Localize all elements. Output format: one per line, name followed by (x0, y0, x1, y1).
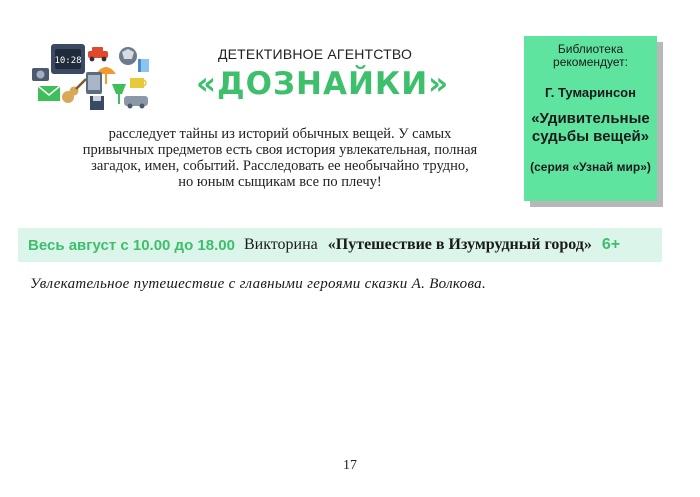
ball-icon (119, 47, 137, 65)
intro-line: загадок, имен, событий. Расследовать ее необычайно трудно, (91, 158, 469, 174)
envelope-icon (38, 86, 60, 101)
camera-icon (32, 68, 49, 81)
intro-line: но юным сыщикам все по плечу! (178, 174, 382, 190)
event-time: Весь август с 10.00 до 18.00 (28, 236, 235, 254)
event-title: «Путешествие в Изумрудный город» (327, 236, 592, 253)
age-rating-badge: 6+ (601, 236, 621, 253)
book-title-line: судьбы вещей» (531, 128, 650, 145)
book-title-line: «Удивительные (531, 110, 650, 127)
event-kind: Викторина (243, 236, 318, 253)
event-description: Увлекательное путешествие с главными героями сказки А. Волкова. (30, 276, 487, 292)
recommendation-label-2: рекомендует: (553, 55, 628, 69)
book-title (524, 110, 657, 146)
car-icon (88, 47, 108, 61)
lamp-icon (112, 84, 126, 104)
phone-icon (124, 96, 148, 109)
objects-collage (28, 42, 154, 112)
clock-icon (51, 44, 85, 74)
guitar-icon (62, 79, 86, 103)
intro-line: расследует тайны из историй обычных вещей. У самых (108, 126, 452, 142)
book-author: Г. Тумаринсон (545, 85, 636, 100)
book-series: (серия «Узнай мир») (530, 160, 651, 174)
floppy-icon (90, 96, 104, 110)
event-banner (18, 228, 662, 262)
recommendation-box (524, 36, 657, 201)
intro-line: привычных предметов есть своя история увлекательная, полная (82, 142, 478, 158)
intro-paragraph (60, 126, 500, 190)
agency-label: ДЕТЕКТИВНОЕ АГЕНТСТВО (217, 46, 413, 62)
recommendation-label: Библиотека (557, 42, 624, 56)
brand-title: «ДОЗНАЙКИ» (196, 66, 450, 102)
svg-text:10:28: 10:28 (54, 56, 82, 66)
tablet-icon (86, 72, 102, 94)
book-icon (138, 59, 149, 72)
tea-icon (130, 78, 146, 88)
page-number: 17 (343, 458, 357, 473)
